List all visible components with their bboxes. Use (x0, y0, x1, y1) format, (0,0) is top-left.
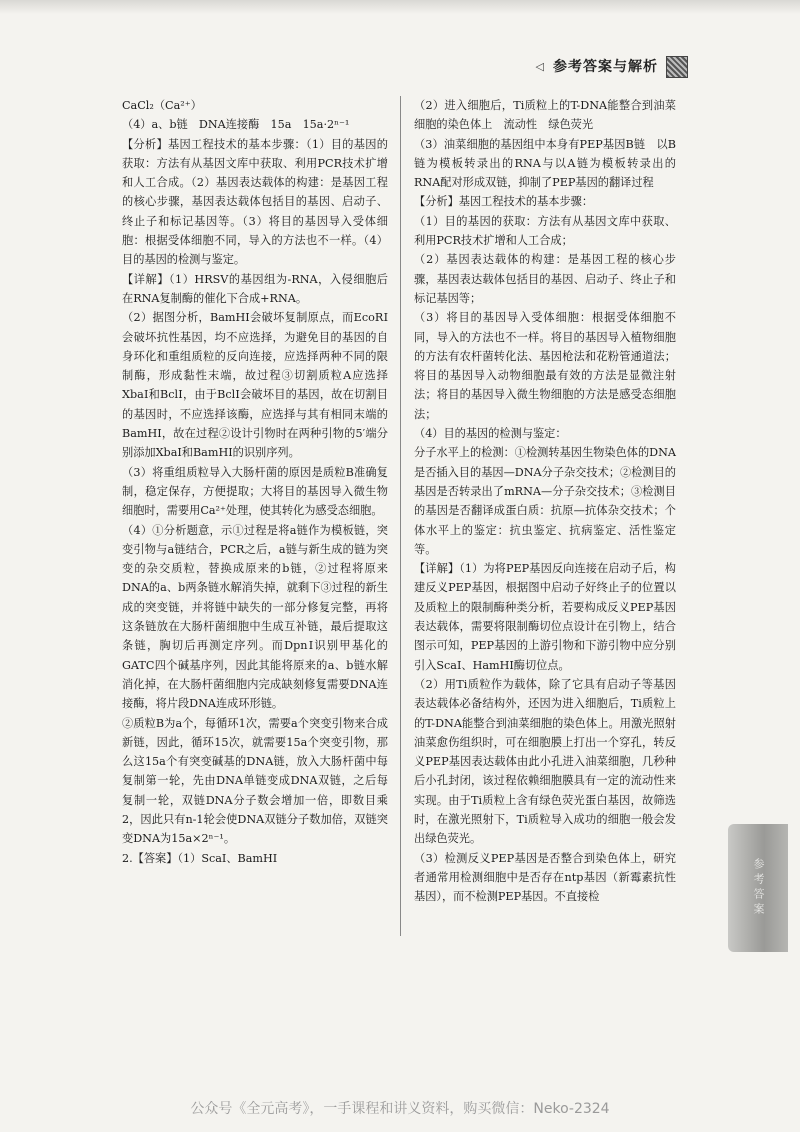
paragraph: CaCl₂（Ca²⁺） (122, 99, 202, 112)
paragraph: （3）检测反义PEP基因是否整合到染色体上，研究者通常用检测细胞中是否存在ntp基因（新霉素抗性基因），而不检测PEP基因。不直接检 (414, 851, 676, 904)
header-title: 参考答案与解析 (553, 59, 658, 75)
paragraph: 【分析】基因工程技术的基本步骤：（1）目的基因的获取：方法有从基因文库中获取、利用PCR技术扩增和人工合成。（2）基因表达载体的构建：是基因工程的核心步骤，基因表达载体包括目的基因、启动子、终止子和标记基因等。（3）将目的基因导入受体细胞：根据受体细胞不同，导入的方法也不一样。（4）目的基因的检测与鉴定。 (122, 137, 388, 267)
paragraph: 【详解】（1）HRSV的基因组为-RNA，入侵细胞后在RNA复制酶的催化下合成+RNA。 (122, 272, 388, 305)
qr-logo-icon (666, 56, 688, 78)
paragraph: （4）a、b链 DNA连接酶 15a 15a·2ⁿ⁻¹ (122, 118, 350, 132)
footer-watermark: 公众号《全元高考》，一手课程和讲义资料，购买微信：Neko-2324 (190, 1101, 610, 1117)
paragraph: （1）目的基因的获取：方法有从基因文库中获取、利用PCR技术扩增和人工合成； (414, 214, 676, 248)
paragraph: （4）目的基因的检测与鉴定： (414, 427, 567, 441)
paragraph: （4）①分析题意，示①过程是将a链作为模板链，突变引物与a链结合，PCR之后，a链与新生成的链为突变的杂交质粒，替换成原来的b链，②过程将原来DNA的a、b两条链水解消失掉，就剩下③过程的新生成的突变链，并将链中缺失的一部分修复完整，再将这条链放在大肠杆菌细胞中生成互补链，最后提取这条链，胸切后再测定序列。而DpnⅠ识别甲基化的GATC四个碱基序列，因此其能将原来的a、b链水解消化掉，在大肠杆菌细胞内完成缺刻修复需要DNA连接酶，将片段DNA连成环形链。 (122, 523, 388, 711)
right-column (414, 96, 676, 906)
paragraph: ②质粒B为a个，每循环1次，需要a个突变引物来合成新链，因此，循环15次，就需要15a个突变引物，那么这15a个有突变碱基的DNA链，放入大肠杆菌中每复制第一轮，先由DNA单链变成DNA双链，之后每复制一轮，双链DNA分子数会增加一倍，即数目乘2，因此只有n-1轮会使DNA双链分子数加倍，双链突变DNA为15a×2ⁿ⁻¹。 (122, 716, 388, 846)
paragraph: （2）基因表达载体的构建：是基因工程的核心步骤，基因表达载体包括目的基因、启动子、终止子和标记基因等； (414, 253, 676, 305)
left-column (122, 96, 388, 868)
paragraph: 【分析】基因工程技术的基本步骤： (414, 195, 594, 209)
side-thumb-tab: 参考答案 (728, 824, 788, 952)
paragraph: 【详解】（1）为将PEP基因反向连接在启动子后，构建反义PEP基因，根据图中启动子好终止子的位置以及质粒上的限制酶种类分析，若要构成反义PEP基因表达载体，需要将限制酶切位点设计在引物上，结合图示可知，PEP基因的上游引物和下游引物中应分别引入ScaⅠ、HamHⅠ酶切位点。 (414, 562, 676, 672)
scan-edge (0, 0, 800, 14)
paragraph: （3）油菜细胞的基因组中本身有PEP基因B链 以B链为模板转录出的RNA与以A链为模板转录出的RNA配对形成双链，抑制了PEP基因的翻译过程 (414, 137, 676, 190)
paragraph: （2）据图分析，BamHI会破坏复制原点，而EcoRⅠ会破坏抗性基因，均不应选择，为避免目的基因的自身环化和重组质粒的反向连接，应选择两种不同的限制酶，形成黏性末端，故过程③切割质粒A应选择XbaⅠ和BclⅠ，由于BclⅠ会破坏目的基因，故在切割目的基因时，不应选择该酶，应选择与其有相同末端的BamHI，故在过程②设计引物时在两种引物的5′端分别添加XbaⅠ和BamHⅠ的识别序列。 (122, 311, 388, 460)
paragraph: （2）用Ti质粒作为载体，除了它具有启动子等基因表达载体必备结构外，还因为进入细胞后，Ti质粒上的T-DNA能整合到油菜细胞的染色体上。用激光照射油菜愈伤组织时，可在细胞膜上打出一个穿孔，转反义PEP基因表达载体由此小孔进入油菜细胞，几秒种后小孔封闭，该过程依赖细胞膜具有一定的流动性来实现。由于Ti质粒上含有绿色荧光蛋白基因，故筛选时，在激光照射下，Ti质粒导入成功的细胞一般会发出绿色荧光。 (414, 677, 676, 846)
paragraph: （3）将目的基因导入受体细胞：根据受体细胞不同，导入的方法也不一样。将目的基因导入植物细胞的方法有农杆菌转化法、基因枪法和花粉管通道法；将目的基因导入动物细胞最有效的方法是显微注射法；将目的基因导入微生物细胞的方法是感受态细胞法； (414, 311, 676, 421)
paragraph: 2.【答案】（1）ScaⅠ、BamHⅠ (122, 851, 278, 865)
paragraph: （2）进入细胞后，Ti质粒上的T-DNA能整合到油菜细胞的染色体上 流动性 绿色荧光 (414, 99, 676, 132)
triangle-icon: ◁ (535, 59, 545, 73)
paragraph: 分子水平上的检测：①检测转基因生物染色体的DNA是否插入目的基因—DNA分子杂交技术；②检测目的基因是否转录出了mRNA—分子杂交技术；③检测目的基因是否翻译成蛋白质：抗原—抗体杂交技术；个体水平上的鉴定：抗虫鉴定、抗病鉴定、活性鉴定等。 (414, 446, 676, 556)
paragraph: （3）将重组质粒导入大肠杆菌的原因是质粒B准确复制，稳定保存，方便提取；大将目的基因导入微生物细胞时，需要用Ca²⁺处理，使其转化为感受态细胞。 (122, 465, 388, 518)
column-divider (400, 96, 401, 936)
page-header (536, 56, 658, 76)
